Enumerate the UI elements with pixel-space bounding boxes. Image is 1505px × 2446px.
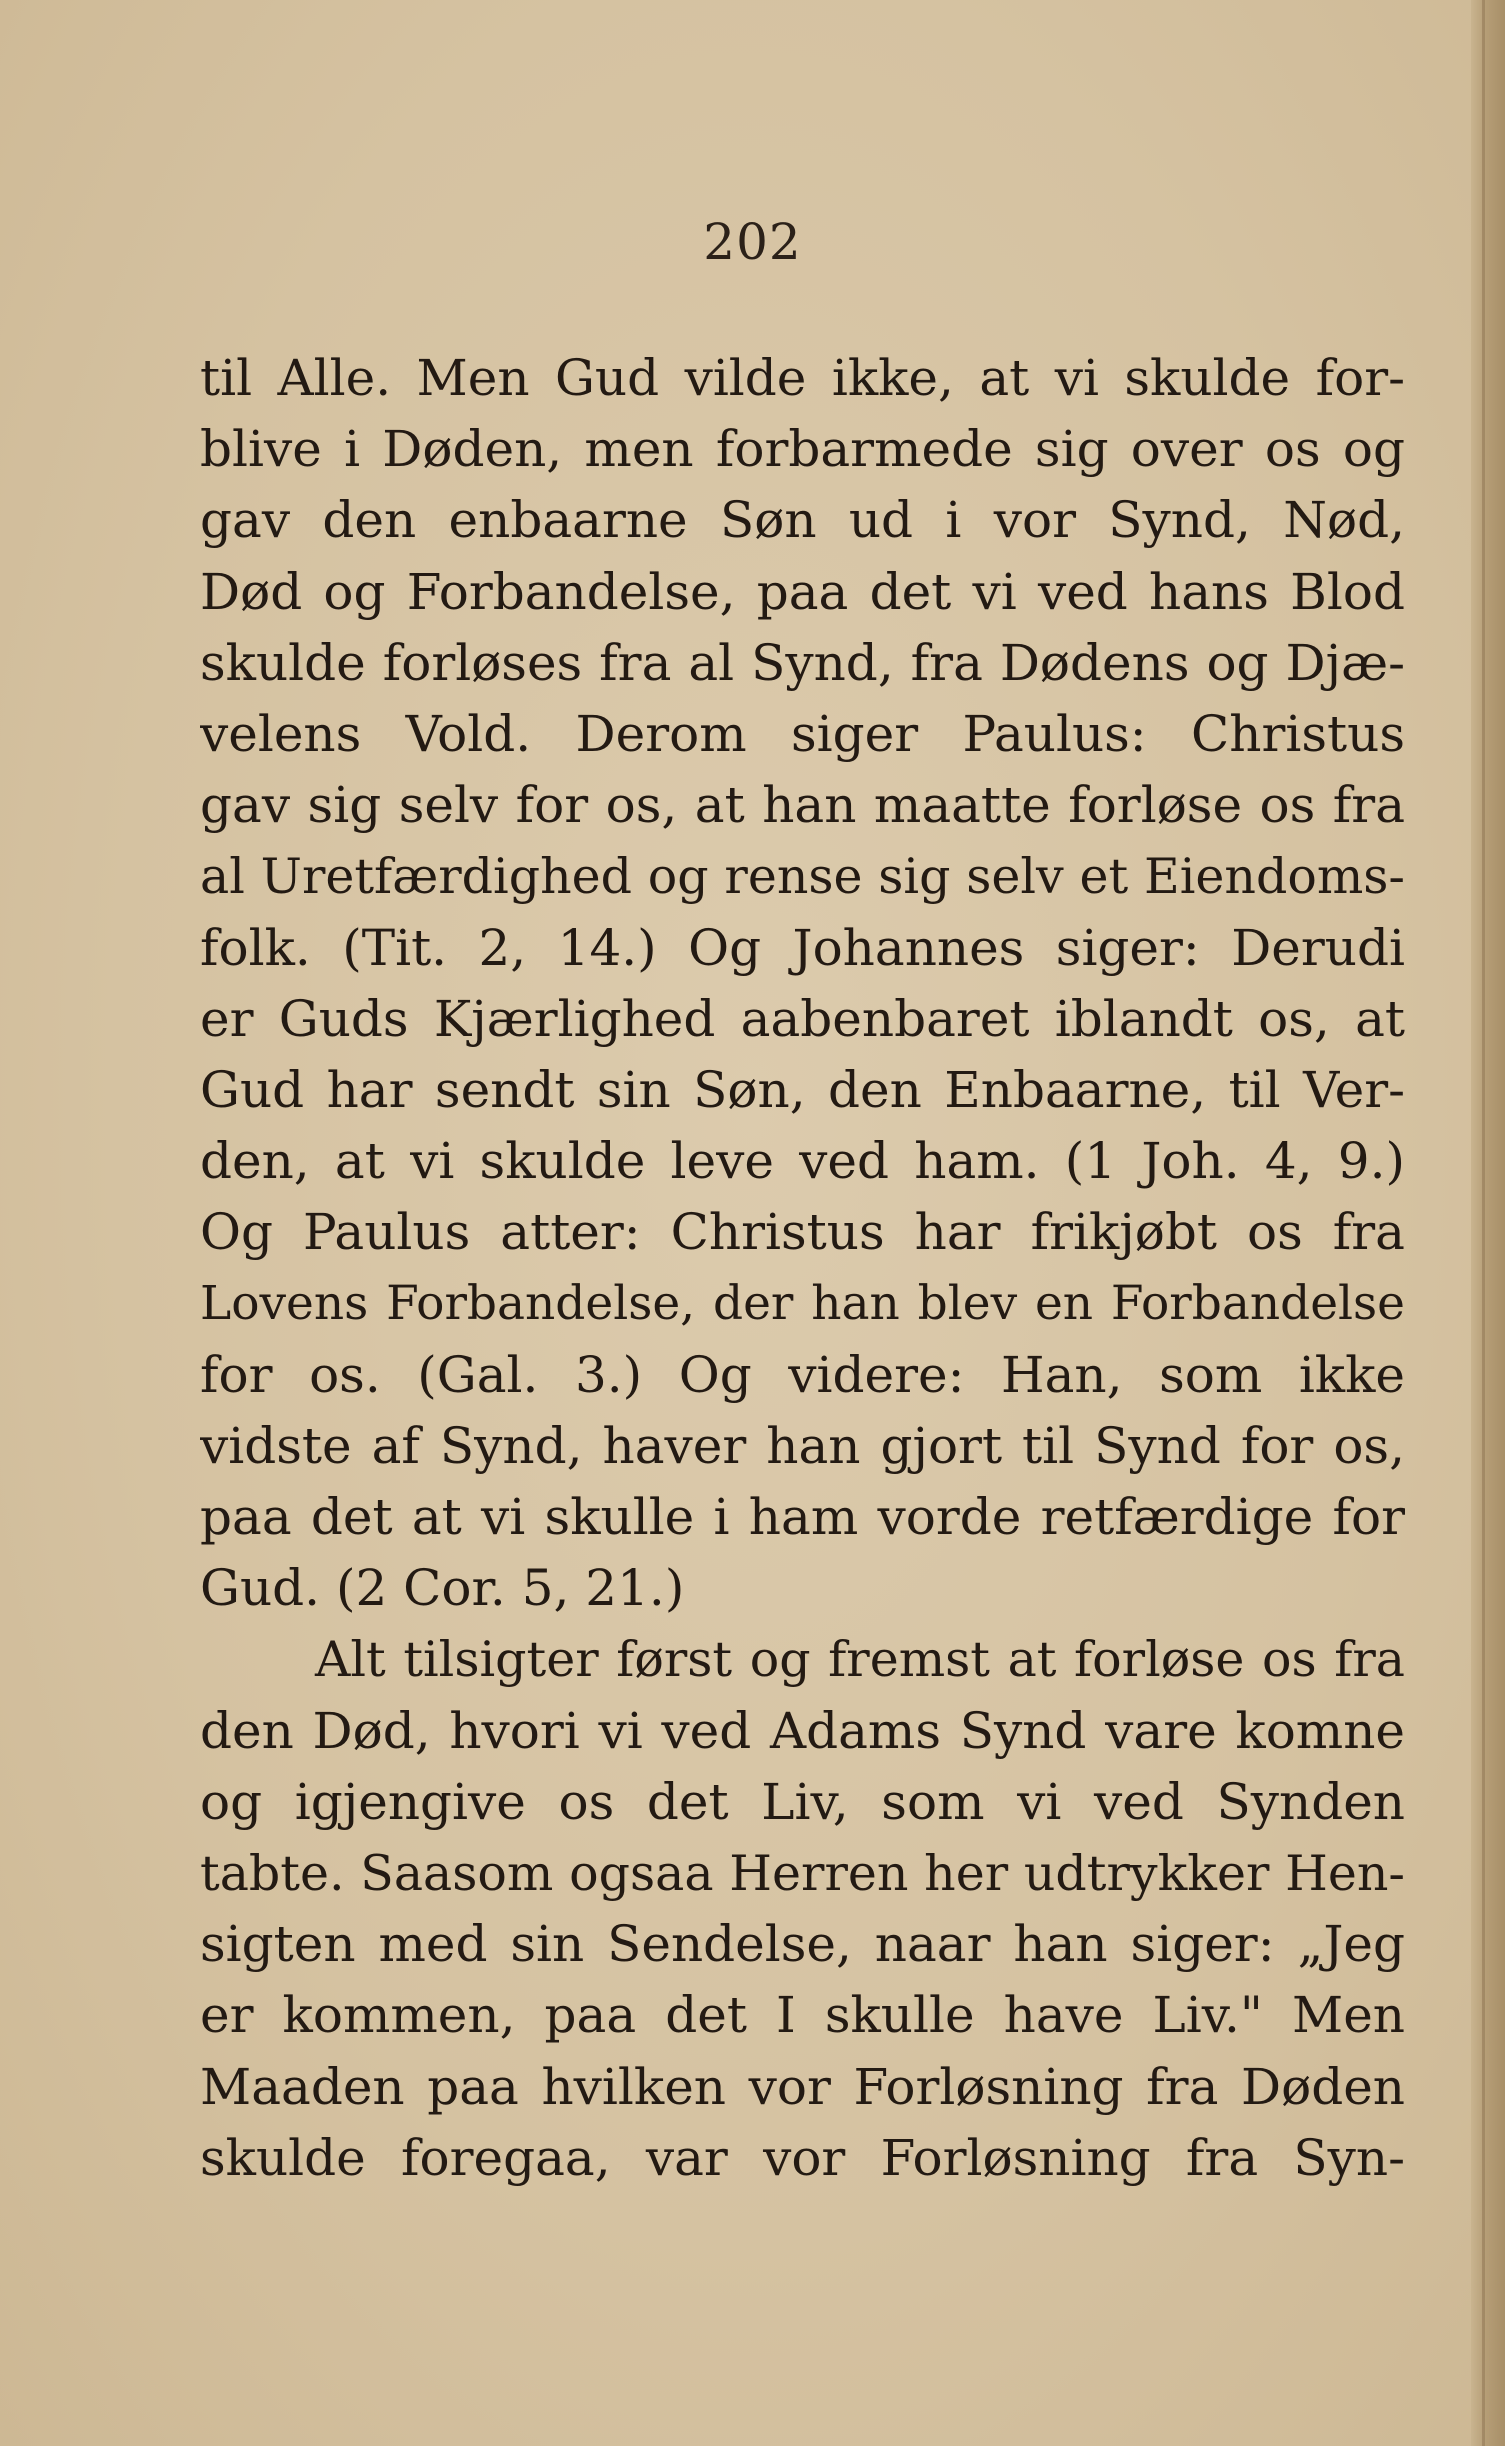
text-line-26: skulde foregaa, var vor Forløsning fra Syn- [200, 2128, 1405, 2187]
text-line-13: Og Paulus atter: Christus har frikjøbt os fra [200, 1203, 1405, 1262]
page-edge-shadow [1471, 0, 1505, 2446]
text-line-3: gav den enbaarne Søn ud i vor Synd, Nød, [200, 491, 1405, 550]
text-line-21: og igjengive os det Liv, som vi ved Synden [200, 1772, 1405, 1831]
page-number: 202 [703, 213, 802, 271]
text-line-25: Maaden paa hvilken vor Forløsning fra Døden [200, 2057, 1405, 2116]
page-edge-line [1482, 0, 1485, 2446]
text-line-11: Gud har sendt sin Søn, den Enbaarne, til Ver- [200, 1060, 1405, 1119]
text-line-16: vidste af Synd, haver han gjort til Synd for os, [200, 1416, 1405, 1475]
body-text [200, 343, 1405, 2194]
text-line-20: den Død, hvori vi ved Adams Synd vare komne [200, 1701, 1405, 1760]
text-line-2: blive i Døden, men forbarmede sig over os og [200, 420, 1405, 479]
text-line-15: for os. (Gal. 3.) Og videre: Han, som ikke [200, 1345, 1405, 1404]
text-line-6: velens Vold. Derom siger Paulus: Christus [200, 704, 1405, 763]
text-line-14: Lovens Forbandelse, der han blev en Forbandelse [200, 1276, 1405, 1332]
text-line-22: tabte. Saasom ogsaa Herren her udtrykker Hen- [200, 1844, 1405, 1902]
text-line-4: Død og Forbandelse, paa det vi ved hans Blod [200, 562, 1405, 621]
text-line-10: er Guds Kjærlighed aabenbaret iblandt os, at [200, 989, 1405, 1048]
text-line-17: paa det at vi skulle i ham vorde retfærdige for [200, 1488, 1405, 1546]
text-line-5: skulde forløses fra al Synd, fra Dødens og Djæ- [200, 633, 1405, 692]
text-line-12: den, at vi skulde leve ved ham. (1 Joh. 4, 9.) [200, 1132, 1405, 1191]
text-line-7: gav sig selv for os, at han maatte forløse os fra [200, 776, 1405, 835]
text-line-19: Alt tilsigter først og fremst at forløse os fra [315, 1631, 1405, 1689]
text-line-9: folk. (Tit. 2, 14.) Og Johannes siger: Derudi [200, 918, 1405, 977]
text-line-23: sigten med sin Sendelse, naar han siger: „Jeg [200, 1915, 1405, 1974]
text-line-24: er kommen, paa det I skulle have Liv." Men [200, 1986, 1405, 2045]
text-line-8: al Uretfærdighed og rense sig selv et Eiendoms- [200, 848, 1405, 906]
text-line-18: Gud. (2 Cor. 5, 21.) [200, 1559, 685, 1618]
text-line-1: til Alle. Men Gud vilde ikke, at vi skulde for- [200, 349, 1405, 407]
